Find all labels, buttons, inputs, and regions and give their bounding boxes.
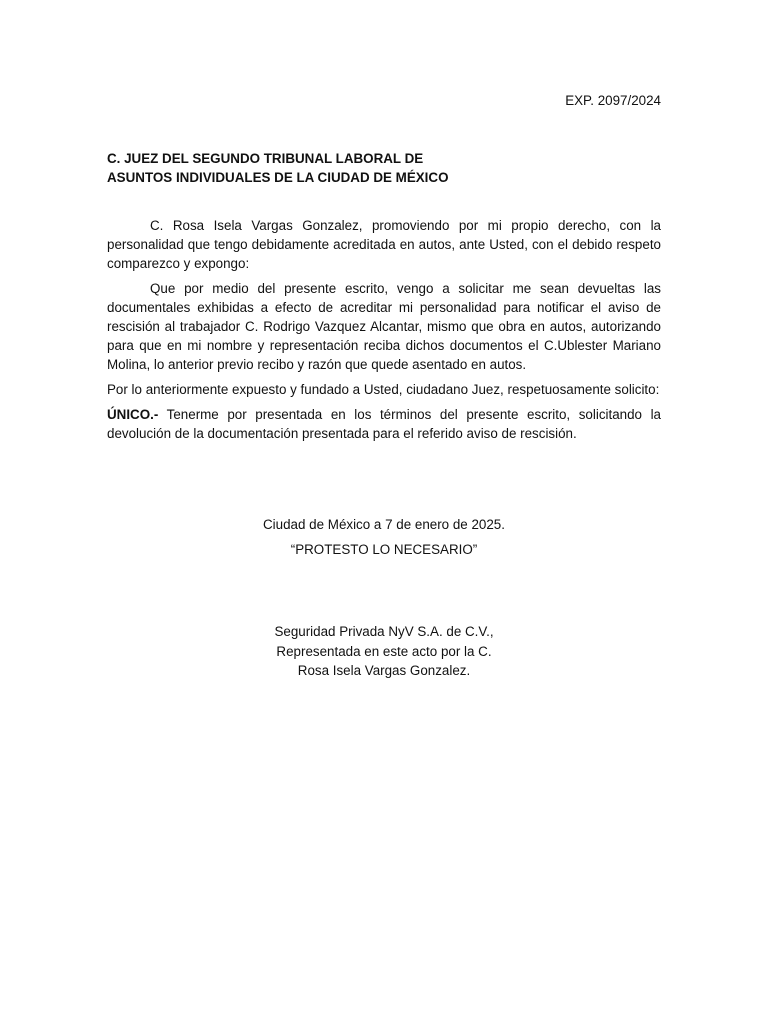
unico-paragraph — [107, 405, 661, 443]
protesto-line: “PROTESTO LO NECESARIO” — [290, 542, 478, 557]
addressee-line-1: C. JUEZ DEL SEGUNDO TRIBUNAL LABORAL DE — [107, 151, 424, 166]
place-date: Ciudad de México a 7 de enero de 2025. — [263, 517, 505, 532]
intro-paragraph: C. Rosa Isela Vargas Gonzalez, promoviendo por mi propio derecho, con la personalidad que tengo debidamente acreditada en autos, ante Usted, con el debido respeto comparezco y expongo: — [107, 218, 661, 271]
addressee-heading — [107, 149, 661, 187]
unico-label: ÚNICO.- — [107, 407, 159, 422]
signature-line-2: Representada en este acto por la C. — [276, 643, 492, 659]
addressee-line-2: ASUNTOS INDIVIDUALES DE LA CIUDAD DE MÉXICO — [107, 170, 449, 185]
petition-intro-paragraph: Por lo anteriormente expuesto y fundado a Usted, ciudadano Juez, respetuosamente solicito: — [107, 382, 660, 397]
signature-line-1: Seguridad Privada NyV S.A. de C.V., — [274, 624, 494, 639]
document-body — [107, 216, 661, 449]
signature-block — [107, 622, 661, 681]
closing-block — [107, 515, 661, 565]
expediente-number: EXP. 2097/2024 — [565, 93, 661, 108]
request-paragraph: Que por medio del presente escrito, vengo a solicitar me sean devueltas las documentales exhibidas a efecto de acreditar mi personalidad para notificar el aviso de rescisión al trabajador C. Rodrigo Vazquez Alcantar, mismo que obra en autos, autorizando para que en mi nombre y representación reciba dichos documentos el C.Ublester Mariano Molina, lo anterior previo recibo y razón que quede asentado en autos. — [107, 281, 661, 372]
unico-text: Tenerme por presentada en los términos del presente escrito, solicitando la devolución de la documentación presentada para el referido aviso de rescisión. — [107, 407, 661, 441]
signature-line-3: Rosa Isela Vargas Gonzalez. — [297, 663, 471, 678]
